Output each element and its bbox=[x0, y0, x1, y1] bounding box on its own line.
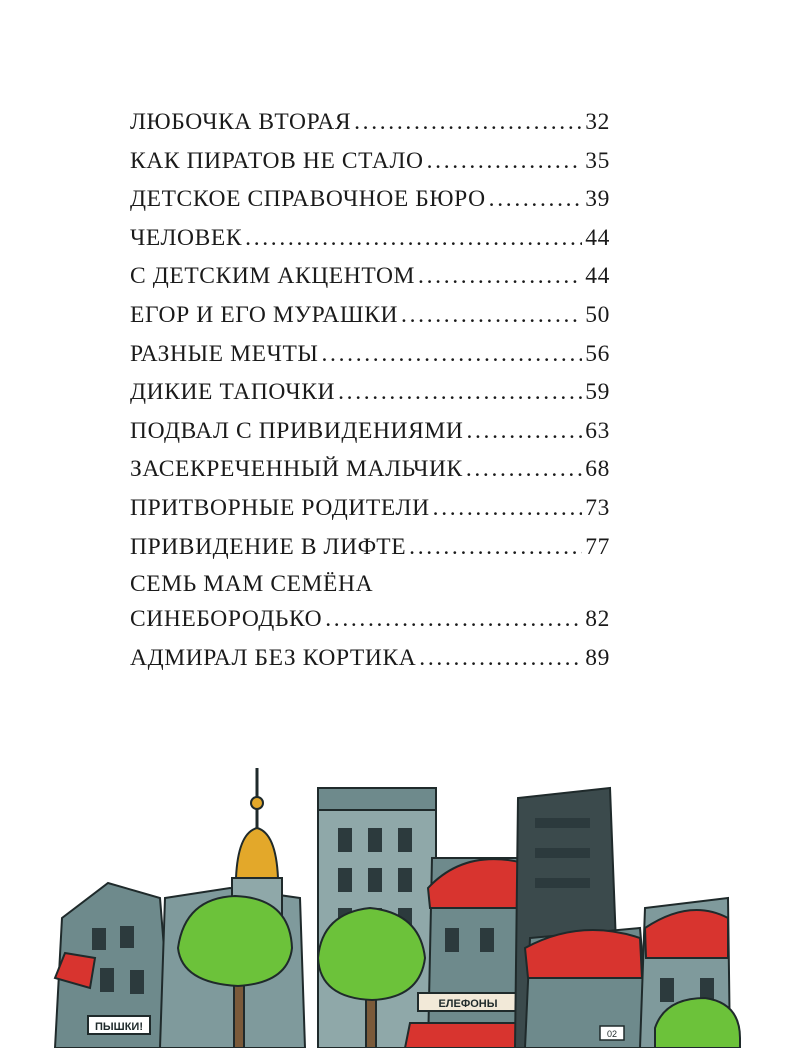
toc-entry[interactable] bbox=[130, 142, 610, 181]
toc-leader-dots bbox=[409, 528, 582, 567]
toc-entry[interactable] bbox=[130, 489, 610, 528]
toc-entry bbox=[130, 600, 610, 639]
toc-entry-page: 39 bbox=[585, 186, 610, 213]
toc-entry-title: КАК ПИРАТОВ НЕ СТАЛО bbox=[130, 147, 424, 174]
toc-entry-page: 77 bbox=[585, 533, 610, 560]
toc-entry-title: ЧЕЛОВЕК bbox=[130, 224, 243, 251]
toc-entry-page: 32 bbox=[585, 109, 610, 135]
toc-entry-page: 50 bbox=[585, 301, 610, 328]
toc-entry-multiline[interactable] bbox=[130, 568, 610, 639]
toc-entry[interactable] bbox=[130, 296, 610, 335]
toc-leader-dots bbox=[418, 257, 582, 296]
toc-leader-dots bbox=[433, 489, 583, 528]
toc-leader-dots bbox=[338, 373, 582, 412]
toc-leader-dots bbox=[466, 412, 582, 451]
toc-entry[interactable] bbox=[130, 219, 610, 258]
toc-leader-dots bbox=[245, 219, 582, 258]
house-number: 02 bbox=[606, 1029, 618, 1039]
phone-sign-text: ЕЛЕФОНЫ bbox=[438, 998, 498, 1010]
toc-entry[interactable] bbox=[130, 335, 610, 374]
toc-entry[interactable] bbox=[130, 103, 610, 142]
toc-entry-title: ДИКИЕ ТАПОЧКИ bbox=[130, 379, 336, 406]
toc-entry-title: С ДЕТСКИМ АКЦЕНТОМ bbox=[130, 263, 416, 290]
toc-leader-dots bbox=[401, 296, 582, 335]
toc-leader-dots bbox=[322, 335, 583, 374]
toc-entry-page: 89 bbox=[585, 644, 610, 671]
toc-entry-page: 35 bbox=[585, 147, 610, 174]
toc-entry-title: ПРИТВОРНЫЕ РОДИТЕЛИ bbox=[130, 494, 430, 521]
toc-leader-dots bbox=[489, 180, 583, 219]
toc-entry[interactable] bbox=[130, 412, 610, 451]
toc-leader-dots bbox=[354, 103, 582, 142]
toc-leader-dots bbox=[419, 639, 582, 678]
toc-leader-dots bbox=[427, 142, 583, 181]
toc-entry-title: СИНЕБОРОДЬКО bbox=[130, 606, 323, 633]
left-building bbox=[55, 883, 172, 1048]
toc-entry[interactable] bbox=[130, 450, 610, 489]
toc-entry-title-line1: СЕМЬ МАМ СЕМЁНА bbox=[130, 571, 374, 598]
toc-entry-page: 59 bbox=[585, 379, 610, 406]
toc-entry-page: 44 bbox=[585, 224, 610, 251]
shop-sign-text: ПЫШКИ! bbox=[94, 1021, 144, 1033]
toc-entry-title: ДЕТСКОЕ СПРАВОЧНОЕ БЮРО bbox=[130, 186, 486, 213]
toc-leader-dots bbox=[466, 450, 582, 489]
toc-entry-page: 56 bbox=[585, 340, 610, 367]
table-of-contents bbox=[130, 103, 610, 677]
toc-entry-title: ЛЮБОЧКА ВТОРАЯ bbox=[130, 109, 352, 135]
toc-entry[interactable] bbox=[130, 528, 610, 567]
toc-entry-page: 73 bbox=[585, 494, 610, 521]
toc-entry-page: 68 bbox=[585, 456, 610, 483]
toc-entry-page: 44 bbox=[585, 263, 610, 290]
toc-entry-title: ЕГОР И ЕГО МУРАШКИ bbox=[130, 301, 399, 328]
awning bbox=[405, 1023, 525, 1048]
toc-entry[interactable] bbox=[130, 180, 610, 219]
toc-entry[interactable] bbox=[130, 257, 610, 296]
toc-entry[interactable] bbox=[130, 373, 610, 412]
toc-entry-title: ЗАСЕКРЕЧЕННЫЙ МАЛЬЧИК bbox=[130, 456, 463, 483]
toc-entry-title: РАЗНЫЕ МЕЧТЫ bbox=[130, 340, 319, 367]
toc-entry-page: 63 bbox=[585, 417, 610, 444]
toc-entry-title: ПОДВАЛ С ПРИВИДЕНИЯМИ bbox=[130, 417, 464, 444]
toc-entry-title: АДМИРАЛ БЕЗ КОРТИКА bbox=[130, 644, 417, 671]
toc-entry-title: ПРИВИДЕНИЕ В ЛИФТЕ bbox=[130, 533, 407, 560]
golden-dome bbox=[236, 828, 278, 878]
city-street-illustration bbox=[0, 748, 786, 1048]
toc-entry[interactable] bbox=[130, 639, 610, 678]
toc-entry-page: 82 bbox=[585, 606, 610, 633]
toc-leader-dots bbox=[325, 600, 582, 639]
